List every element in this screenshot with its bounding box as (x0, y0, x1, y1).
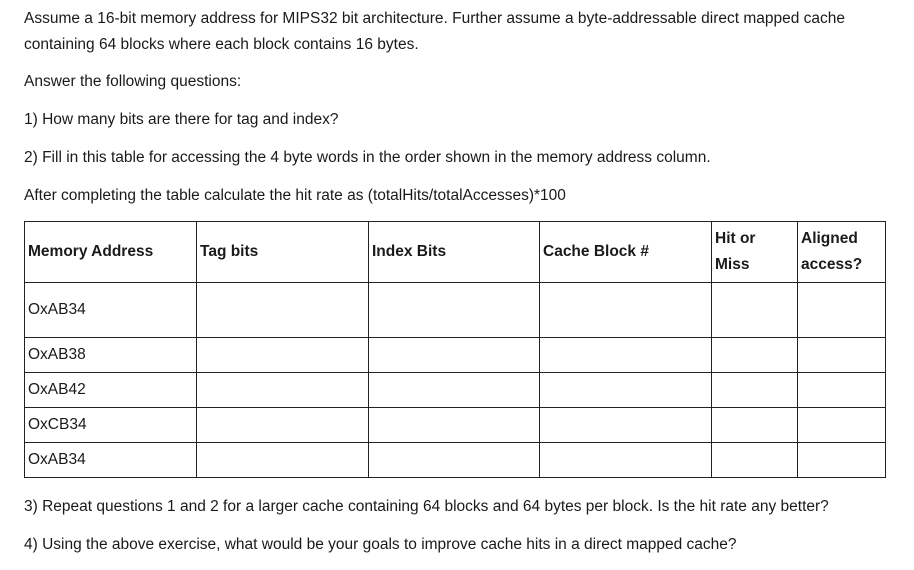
cache-block-cell[interactable] (540, 408, 712, 443)
memory-address-cell: OxAB34 (25, 443, 197, 478)
tag-bits-cell[interactable] (197, 373, 369, 408)
table-row (25, 408, 886, 443)
question-3: 3) Repeat questions 1 and 2 for a larger cache containing 64 blocks and 64 bytes per block. Is the hit rate any better? (24, 498, 829, 515)
header-hit-line-2: Miss (715, 256, 750, 273)
header-index-bits: Index Bits (369, 222, 540, 283)
table-row (25, 373, 886, 408)
table-row (25, 338, 886, 373)
memory-address-cell: OxAB38 (25, 338, 197, 373)
cache-block-cell[interactable] (540, 338, 712, 373)
tag-bits-cell[interactable] (197, 443, 369, 478)
answer-prompt: Answer the following questions: (24, 73, 242, 90)
header-hit-line-1: Hit or (715, 230, 756, 247)
question-1: 1) How many bits are there for tag and index? (24, 111, 339, 128)
aligned-access-cell[interactable] (798, 338, 886, 373)
tag-bits-cell[interactable] (197, 338, 369, 373)
index-bits-cell[interactable] (369, 283, 540, 338)
memory-address-cell: OxAB42 (25, 373, 197, 408)
memory-address-cell: OxAB34 (25, 283, 197, 338)
header-hit-or-miss (712, 222, 798, 283)
aligned-access-cell[interactable] (798, 373, 886, 408)
aligned-access-cell[interactable] (798, 408, 886, 443)
index-bits-cell[interactable] (369, 408, 540, 443)
question-4: 4) Using the above exercise, what would be your goals to improve cache hits in a direct mapped cache? (24, 536, 737, 553)
header-aligned-line-1: Aligned (801, 230, 858, 247)
intro-line-1: Assume a 16-bit memory address for MIPS32 bit architecture. Further assume a byte-addressable direct mapped cache (24, 10, 846, 27)
header-memory-address: Memory Address (25, 222, 197, 283)
aligned-access-cell[interactable] (798, 283, 886, 338)
memory-address-cell: OxCB34 (25, 408, 197, 443)
table-row (25, 283, 886, 338)
hit-or-miss-cell[interactable] (712, 283, 798, 338)
intro-paragraph (24, 6, 845, 58)
header-aligned-access (798, 222, 886, 283)
index-bits-cell[interactable] (369, 443, 540, 478)
header-tag-bits: Tag bits (197, 222, 369, 283)
tag-bits-cell[interactable] (197, 408, 369, 443)
intro-line-2: containing 64 blocks where each block contains 16 bytes. (24, 36, 419, 53)
hit-or-miss-cell[interactable] (712, 338, 798, 373)
table-row (25, 443, 886, 478)
header-cache-block: Cache Block # (540, 222, 712, 283)
hit-or-miss-cell[interactable] (712, 443, 798, 478)
hit-rate-instruction: After completing the table calculate the hit rate as (totalHits/totalAccesses)*100 (24, 187, 566, 204)
question-2: 2) Fill in this table for accessing the 4 byte words in the order shown in the memory address column. (24, 149, 711, 166)
hit-or-miss-cell[interactable] (712, 408, 798, 443)
aligned-access-cell[interactable] (798, 443, 886, 478)
cache-block-cell[interactable] (540, 443, 712, 478)
tag-bits-cell[interactable] (197, 283, 369, 338)
table-header-row (25, 222, 886, 283)
cache-block-cell[interactable] (540, 283, 712, 338)
header-aligned-line-2: access? (801, 256, 863, 273)
hit-or-miss-cell[interactable] (712, 373, 798, 408)
cache-block-cell[interactable] (540, 373, 712, 408)
index-bits-cell[interactable] (369, 373, 540, 408)
index-bits-cell[interactable] (369, 338, 540, 373)
cache-table (24, 221, 886, 478)
